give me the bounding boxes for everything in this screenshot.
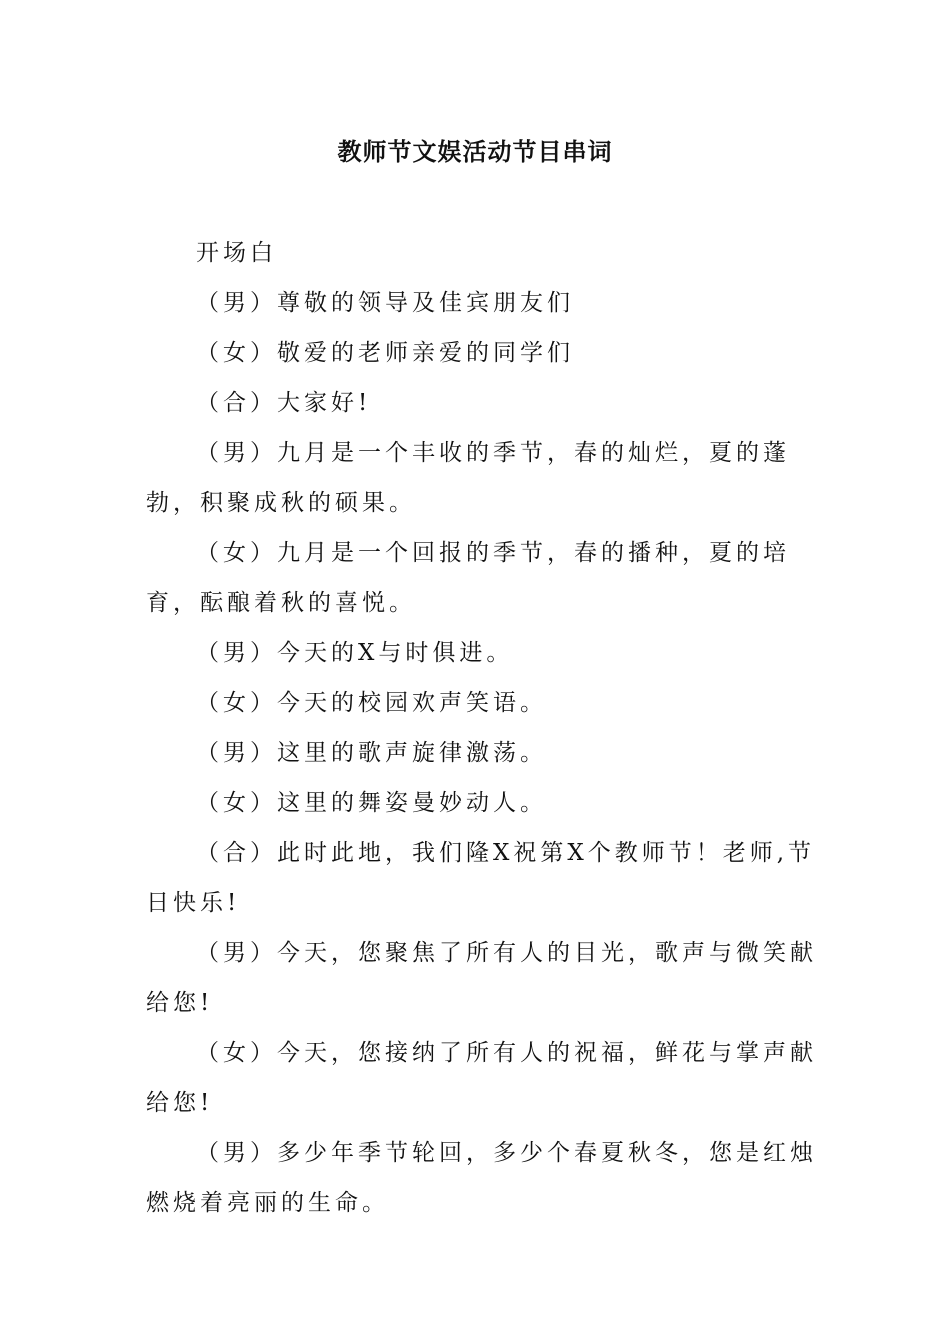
paragraph-female-greeting: （女）敬爱的老师亲爱的同学们 [196, 340, 574, 366]
paragraph-joint-greeting: （合）大家好! [196, 390, 372, 416]
paragraph-joint-celebration: （合）此时此地，我们隆X祝第X个教师节！老师,节日快乐! [146, 840, 816, 916]
paragraph-female-blessing: （女）今天，您接纳了所有人的祝福，鲜花与掌声献给您! [146, 1040, 817, 1116]
paragraph-opening: 开场白 [196, 240, 277, 266]
paragraph-male-greeting: （男）尊敬的领导及佳宾朋友们 [196, 290, 574, 316]
document-body [146, 228, 826, 1228]
paragraph-male-song: （男）这里的歌声旋律激荡。 [196, 740, 547, 766]
paragraph-male-today: （男）今天的X与时俱进。 [196, 640, 514, 666]
paragraph-male-focus: （男）今天，您聚焦了所有人的目光，歌声与微笑献给您! [146, 940, 817, 1016]
paragraph-female-campus: （女）今天的校园欢声笑语。 [196, 690, 547, 716]
paragraph-male-candle: （男）多少年季节轮回，多少个春夏秋冬，您是红烛燃烧着亮丽的生命。 [146, 1140, 817, 1216]
paragraph-female-reward: （女）九月是一个回报的季节，春的播种，夏的培育，酝酿着秋的喜悦。 [146, 540, 790, 616]
document-title: 教师节文娱活动节目串词 [337, 137, 613, 166]
paragraph-male-harvest: （男）九月是一个丰收的季节，春的灿烂，夏的蓬勃，积聚成秋的硕果。 [146, 440, 790, 516]
paragraph-female-dance: （女）这里的舞姿曼妙动人。 [196, 790, 547, 816]
